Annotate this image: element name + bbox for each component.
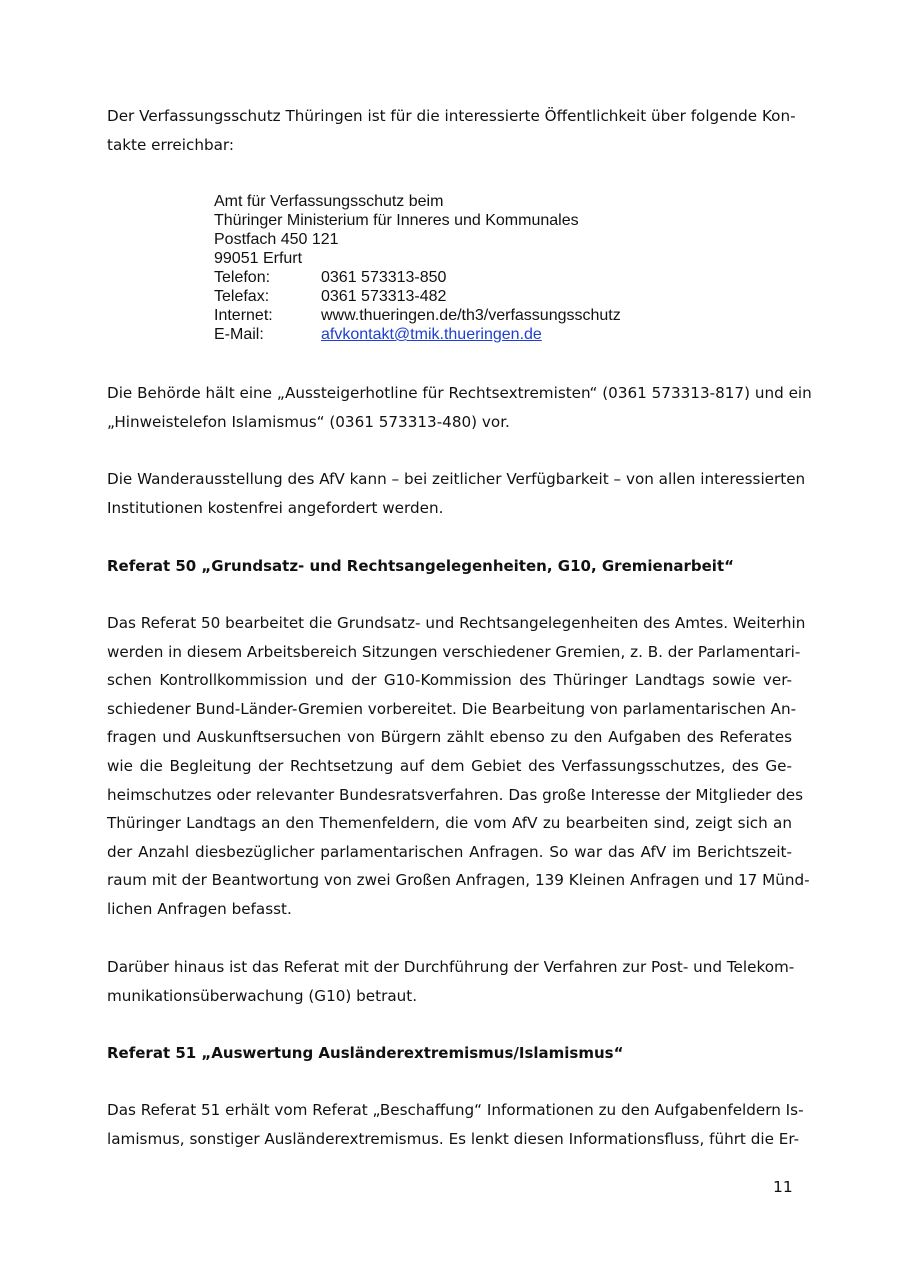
text-line: heimschutzes oder relevanter Bundesratsverfahren. Das große Interesse der Mitglieder des [107, 785, 804, 804]
referat-51-heading: Referat 51 „Auswertung Ausländerextremismus/Islamismus“ [107, 1044, 624, 1062]
telefon-value: 0361 573313-850 [321, 269, 447, 286]
hotline-paragraph [107, 379, 812, 436]
text-line: takte erreichbar: [107, 135, 234, 154]
address-line: 99051 Erfurt [214, 250, 303, 267]
text-line: Die Behörde hält eine „Aussteigerhotline für Rechtsextremisten“ (0361 573313-817) und ein [107, 384, 812, 402]
referat-51-paragraph [107, 1096, 804, 1153]
internet-value: www.thueringen.de/th3/verfassungsschutz [321, 307, 621, 324]
page-number: 11 [773, 1178, 793, 1196]
address-line: Amt für Verfassungsschutz beim [214, 193, 444, 210]
text-line: werden in diesem Arbeitsbereich Sitzungen verschiedener Gremien, z. B. der Parlamentari- [107, 642, 801, 661]
referat-50-heading: Referat 50 „Grundsatz- und Rechtsangelegenheiten, G10, Gremienarbeit“ [107, 557, 734, 575]
contact-address-block [214, 192, 621, 344]
internet-row [214, 306, 621, 325]
referat-50-paragraph [107, 609, 810, 924]
text-line: der Anzahl diesbezüglicher parlamentarischen Anfragen. So war das AfV im Berichtszeit- [107, 842, 792, 861]
internet-label: Internet: [214, 307, 273, 324]
text-line: wie die Begleitung der Rechtsetzung auf dem Gebiet des Verfassungsschutzes, des Ge- [107, 756, 792, 775]
text-line: schen Kontrollkommission und der G10-Kommission des Thüringer Landtags sowie ver- [107, 671, 792, 690]
email-link[interactable]: afvkontakt@tmik.thueringen.de [321, 326, 542, 343]
telefon-row [214, 268, 621, 287]
address-line: Thüringer Ministerium für Inneres und Kommunales [214, 212, 579, 229]
text-line: Das Referat 50 bearbeitet die Grundsatz- und Rechtsangelegenheiten des Amtes. Weiterhin [107, 614, 806, 632]
email-label: E-Mail: [214, 326, 264, 343]
exhibition-paragraph [107, 465, 806, 522]
text-line: Institutionen kostenfrei angefordert werden. [107, 498, 444, 517]
text-line: Darüber hinaus ist das Referat mit der Durchführung der Verfahren zur Post- und Telekom- [107, 958, 795, 976]
address-line: Postfach 450 121 [214, 231, 339, 248]
telefax-row [214, 287, 621, 306]
text-line: „Hinweistelefon Islamismus“ (0361 573313-480) vor. [107, 412, 510, 431]
telefon-label: Telefon: [214, 269, 271, 286]
telefax-value: 0361 573313-482 [321, 288, 447, 305]
intro-paragraph [107, 102, 796, 159]
text-line: fragen und Auskunftsersuchen von Bürgern zählt ebenso zu den Aufgaben des Referates [107, 728, 792, 747]
text-line: Der Verfassungsschutz Thüringen ist für die interessierte Öffentlichkeit über folgende Kon- [107, 107, 796, 125]
telefax-label: Telefax: [214, 288, 270, 305]
text-line: Das Referat 51 erhält vom Referat „Beschaffung“ Informationen zu den Aufgabenfeldern Is- [107, 1101, 804, 1119]
text-line: schiedener Bund-Länder-Gremien vorbereitet. Die Bearbeitung von parlamentarischen An- [107, 699, 797, 718]
referat-50-paragraph-2 [107, 953, 795, 1010]
email-row [214, 325, 621, 344]
text-line: Die Wanderausstellung des AfV kann – bei zeitlicher Verfügbarkeit – von allen interessierten [107, 470, 806, 488]
text-line: lamismus, sonstiger Ausländerextremismus. Es lenkt diesen Informationsfluss, führt die Er- [107, 1129, 800, 1148]
text-line: munikationsüberwachung (G10) betraut. [107, 986, 418, 1005]
text-line: lichen Anfragen befasst. [107, 899, 292, 918]
text-line: Thüringer Landtags an den Themenfeldern, die vom AfV zu bearbeiten sind, zeigt sich an [107, 814, 792, 833]
text-line: raum mit der Beantwortung von zwei Großen Anfragen, 139 Kleinen Anfragen und 17 Münd- [107, 871, 810, 890]
